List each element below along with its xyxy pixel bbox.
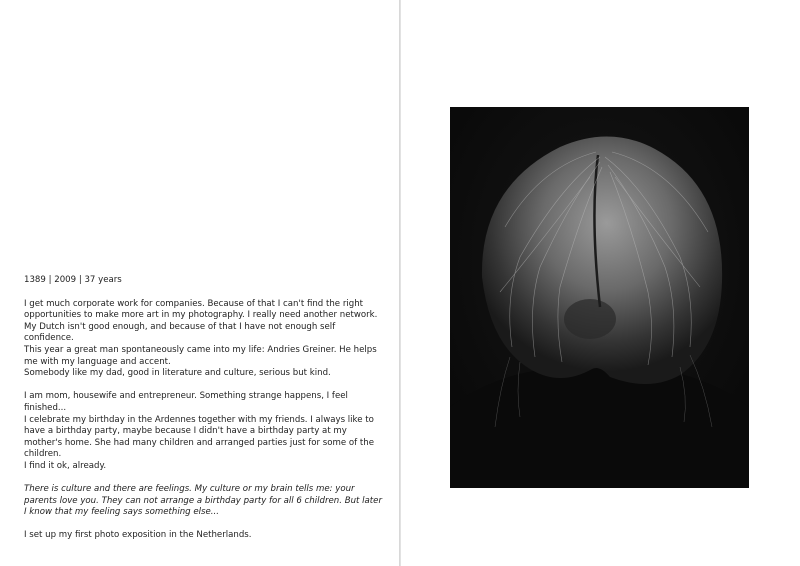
text-line: There is culture and there are feelings. My culture or my brain tells me: your parents love you. They can not arrange a birthday party for all 6 children. But later I know that my feeling says something else... [24,484,382,518]
text-line: I get much corporate work for companies. Because of that I can't find the right opportunities to make more art in my photography. I really need another network. [24,298,378,321]
text-line: I find it ok, already. [24,460,107,471]
text-line: I am mom, housewife and entrepreneur. Something strange happens, I feel finished... [24,391,348,413]
text-line: My Dutch isn't good enough, and because of that I have not enough self confidence. [24,321,336,344]
right-page [401,0,800,566]
left-page [0,0,399,566]
text-block [24,275,386,554]
hair-photo-illustration [450,107,749,488]
text-line: I celebrate my birthday in the Ardennes together with my friends. I always like to have a birthday party, maybe because I didn't have a birthday party at my mother's home. She had many children and arranged parties just for some of the children. [24,414,375,460]
paragraph-2 [24,391,386,472]
paragraph-4 [24,530,386,542]
paragraph-3-italic [24,484,386,519]
text-line: I set up my first photo exposition in the Netherlands. [24,530,252,541]
meta-line: 1389 | 2009 | 37 years [24,275,122,285]
paragraph-1 [24,299,386,380]
portrait-photo [450,107,749,488]
text-line: Somebody like my dad, good in literature and culture, serious but kind. [24,368,331,379]
text-line: This year a great man spontaneously came into my life: Andries Greiner. He helps me with my language and accent. [24,344,377,367]
